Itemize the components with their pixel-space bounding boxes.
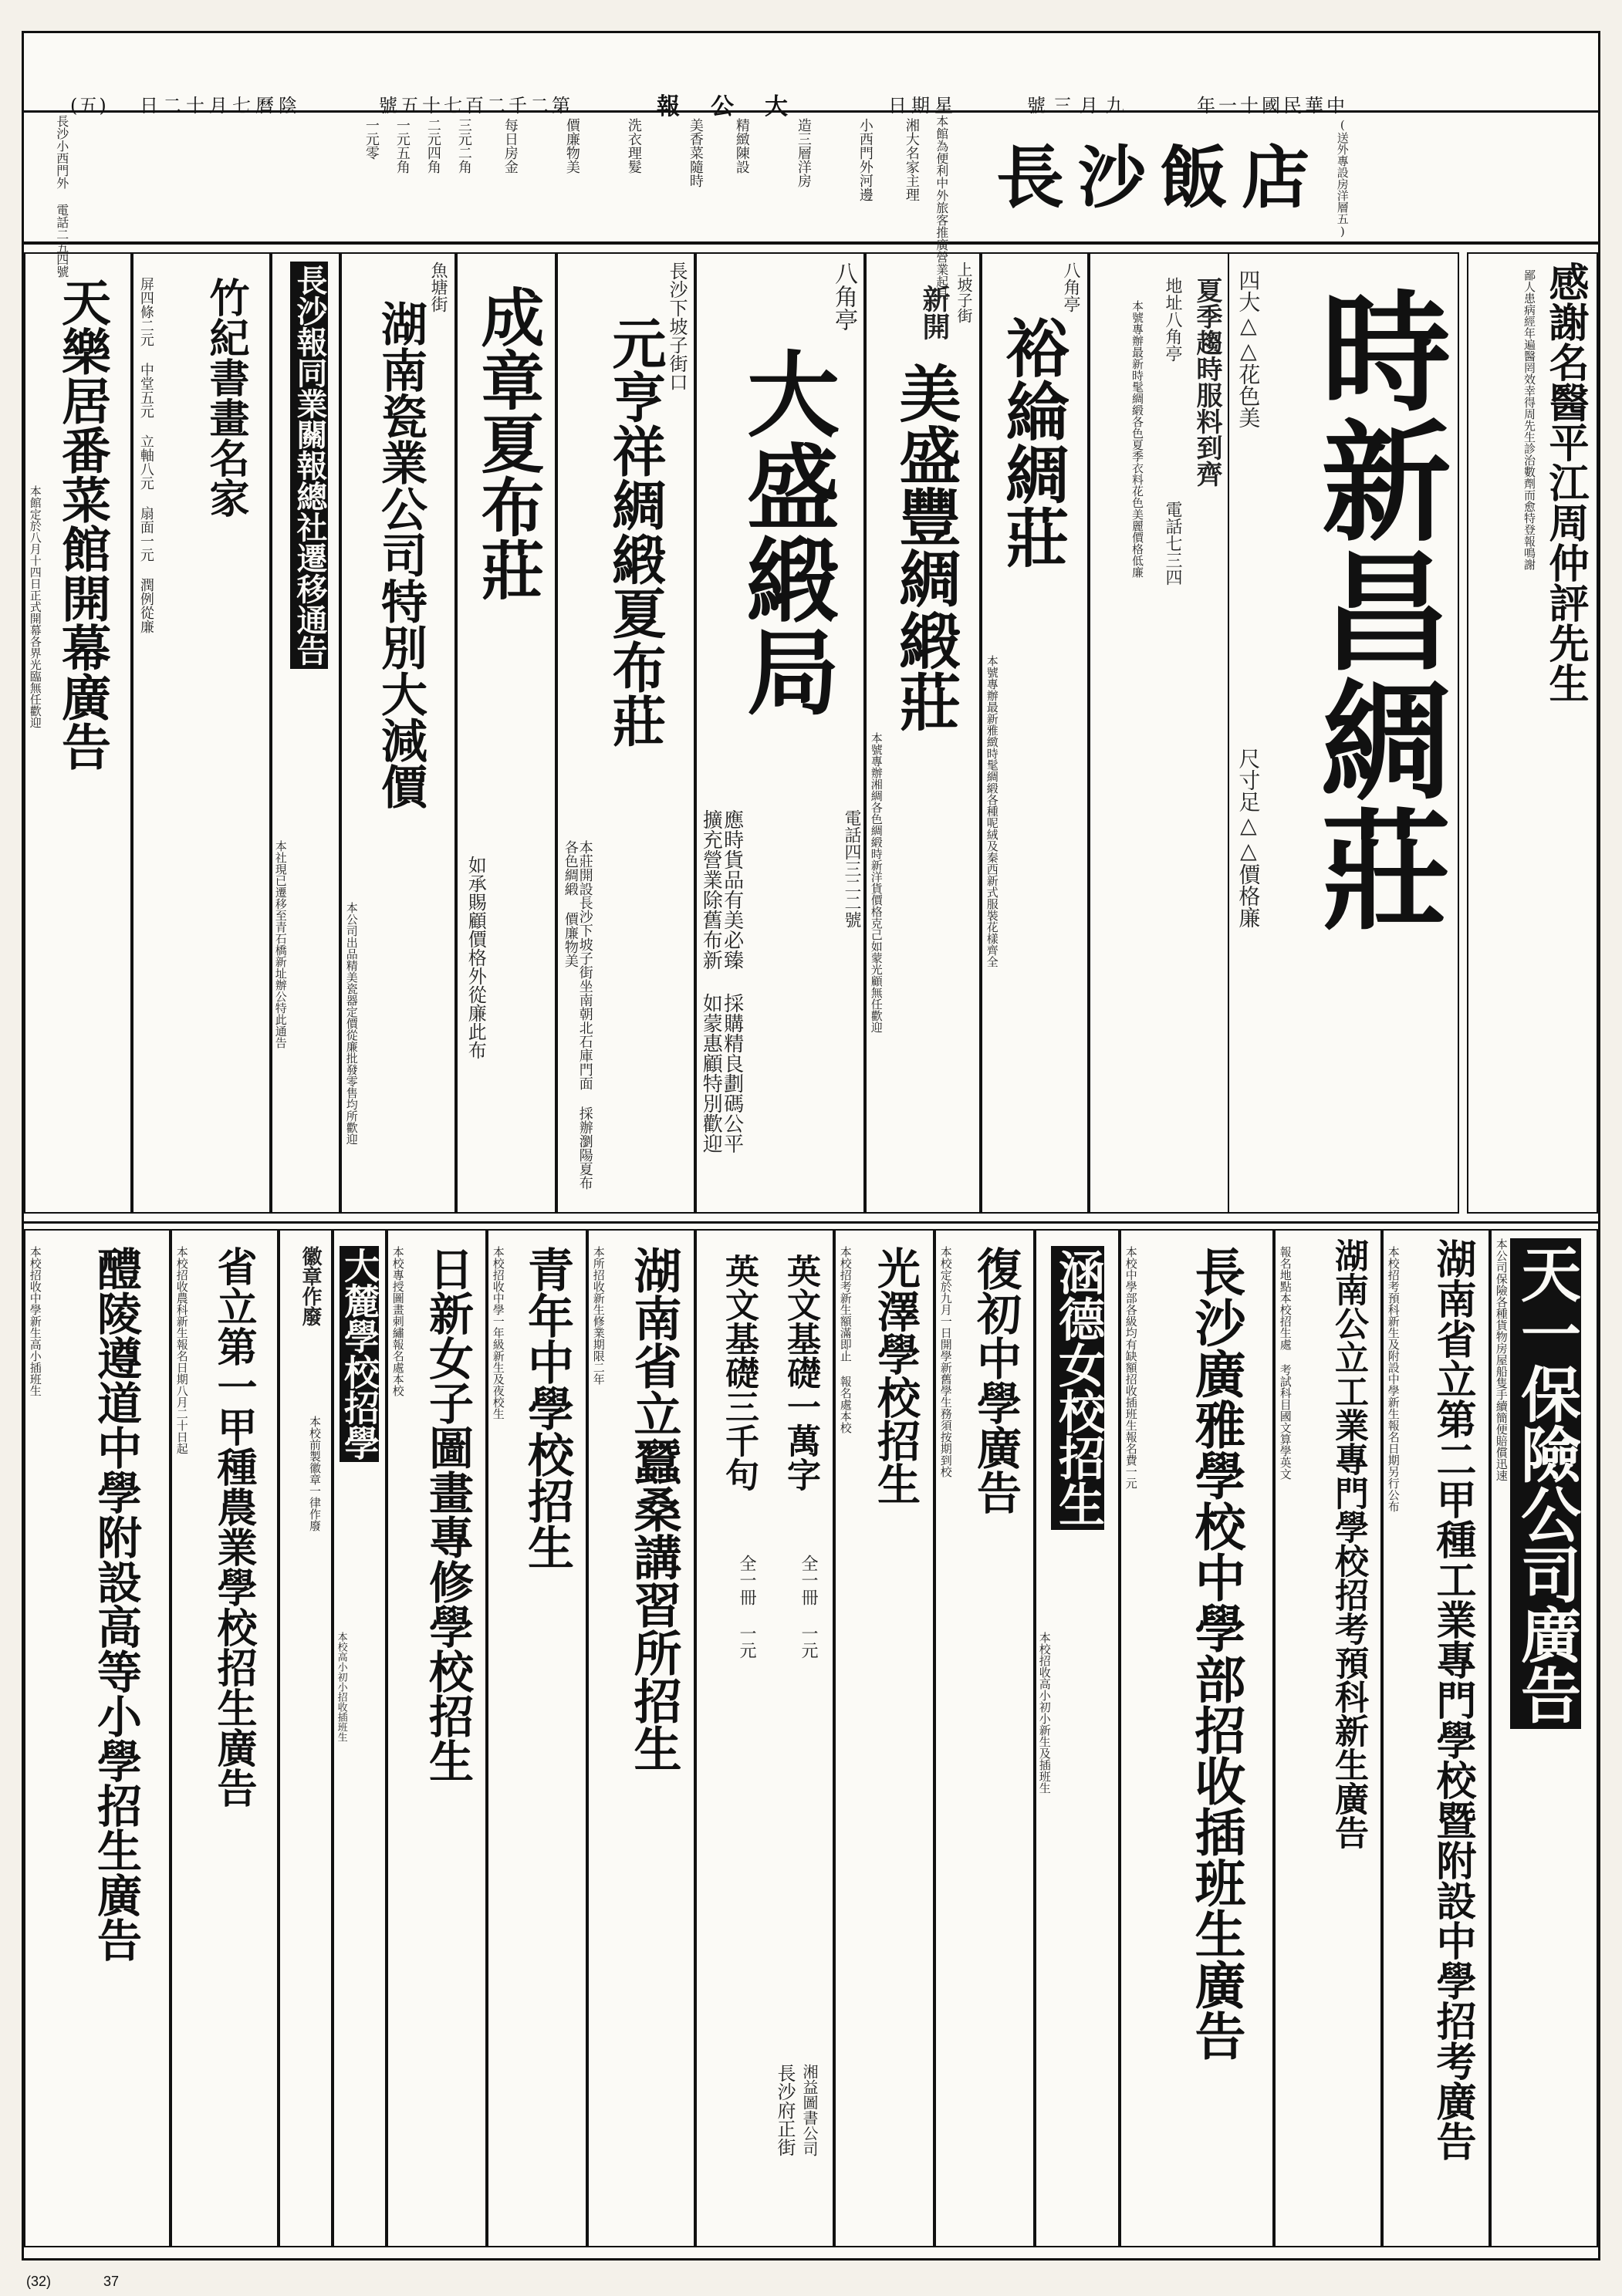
ad-calligraphy (132, 252, 271, 1214)
ad-guangya (1120, 1229, 1274, 2247)
ad-shixinchang-slogan: 夏季趨時服料到齊 (1191, 277, 1222, 487)
lunar-date: 日二十月七曆陰 (140, 95, 302, 116)
ad-yuanhengxiang-address: 長沙下坡子街口 (666, 262, 688, 391)
ad-dasheng-title: 大盛緞局 (732, 346, 840, 717)
ad-calligraphy-body: 屏四條二元 中堂五元 立軸八元 扇面一元 潤例從廉 (137, 277, 154, 633)
ad-industrial-school-2-title: 湖南公立工業專門學校招考預科新生廣告 (1329, 1238, 1368, 1849)
ad-liling (24, 1229, 171, 2247)
ad-yulun (981, 252, 1089, 1214)
ad-english-book-2: 英文基礎三千句 (719, 1254, 759, 1491)
newspaper-page (22, 31, 1600, 2261)
ad-newspaper-notice (271, 252, 340, 1214)
ad-agriculture-school (171, 1229, 279, 2247)
ad-qingnian-title: 青年中學校招生 (520, 1246, 574, 1570)
ad-shixinchang-feat-c: 尺寸足△△價格廉 (1235, 748, 1262, 928)
ad-shixinchang-side (1089, 252, 1228, 1214)
ad-shixinchang-body: 本號專辦最新時髦綢緞各色夏季衣料花色美麗價格低廉 (1130, 300, 1144, 578)
hotel-col-k: 一元五角 (394, 118, 411, 174)
ad-english-book-1-price: 全一冊 一元 (799, 1555, 818, 1659)
ad-yulun-title: 裕綸綢莊 (995, 316, 1070, 569)
ad-yuanhengxiang-title: 元亨祥綢緞夏布莊 (603, 316, 667, 748)
ad-dalu (333, 1229, 387, 2247)
hotel-col-n: 長沙小西門外 電話二五四號 (54, 115, 69, 278)
ad-rixin-title: 日新女子圖畫專修學校招生 (421, 1246, 474, 1783)
hotel-col-g: 洗衣理髮 (625, 118, 642, 174)
ad-sericulture-title: 湖南省立蠶桑講習所招生 (626, 1246, 682, 1772)
ad-qingnian (487, 1229, 587, 2247)
ad-hunan-porcelain-address: 魚塘街 (428, 262, 448, 312)
hotel-col-e: 精緻陳設 (733, 118, 750, 174)
ad-hunan-porcelain (340, 252, 456, 1214)
hotel-col-m: 每日房金 (502, 118, 519, 174)
ad-bookshop-name: 湘益圖書公司 (800, 2064, 819, 2156)
ad-hunan-porcelain-body: 本公司出品精美瓷器定價從廉批發零售均所歡迎 (344, 902, 359, 1145)
ad-tianle-body: 本館定於八月十四日正式開幕各界光臨無任歡迎 (28, 485, 42, 728)
paper-name: 報公大 (657, 93, 819, 120)
ad-industrial-school-body: 本校招考預科新生及附設中學新生報名日期另行公布 (1386, 1246, 1401, 1512)
ad-yuanhengxiang-body: 本莊開設長沙下坡子街坐南朝北石庫門面 採辦瀏陽夏布 各色綢緞 價廉物美 (562, 840, 593, 1190)
ad-guangze-body: 本校招考新生額滿即止 報名處本校 (838, 1246, 853, 1433)
ad-gratitude-title: 感謝名醫平江周仲評先生 (1542, 262, 1589, 703)
ad-industrial-school-2 (1274, 1229, 1382, 2247)
weekday: 日期星 (888, 95, 958, 116)
ad-hande-title: 涵德女校招生 (1051, 1246, 1104, 1530)
ad-meishengfeng-tag: 新開 (918, 285, 951, 340)
ad-sericulture-body: 本所招收新生修業期限二年 (591, 1246, 606, 1385)
ad-qingnian-body: 本校招收中學一年級新生及夜校生 (491, 1246, 505, 1420)
hotel-col-j: 二元四角 (424, 118, 441, 174)
ad-guangze (834, 1229, 934, 2247)
ad-gratitude-body: 鄙人患病經年遍醫罔效幸得周先生診治數劑而愈特登報鳴謝 (1522, 269, 1536, 570)
ad-tianyi-title: 天一保險公司廣告 (1510, 1238, 1581, 1729)
ad-yulun-address: 八角亭 (1061, 262, 1080, 312)
hotel-col-d: 造三層洋房 (795, 118, 812, 187)
ad-industrial-school (1382, 1229, 1490, 2247)
ad-english-book-2-price: 全一冊 一元 (737, 1555, 756, 1659)
year: 年一十國民華中 (1197, 95, 1348, 116)
ad-chengzhang-title: 成章夏布莊 (471, 285, 545, 601)
hotel-col-h: 價廉物美 (563, 118, 580, 174)
ad-dalu-title: 大麓學校招學 (339, 1248, 380, 1460)
hotel-col-l: 一元零 (363, 118, 380, 160)
section-divider (24, 1221, 1598, 1224)
issue-number: 號五十七百二千二第 (379, 95, 573, 116)
ad-meishengfeng-address: 上坡子街 (955, 262, 973, 323)
ad-english-books (695, 1229, 834, 2247)
masthead (24, 33, 1598, 120)
ad-tianyi-body: 本公司保險各種貨物房屋船隻手續簡便賠償迅速 (1494, 1238, 1509, 1481)
ad-dalu-body: 本校高小初小招收插班生 (335, 1632, 347, 1742)
ad-dasheng (695, 252, 865, 1214)
ad-dasheng-address: 八角亭 (830, 262, 857, 331)
ad-guangya-title: 長沙廣雅學校中學部招收插班生廣告 (1186, 1246, 1246, 2061)
ad-badge-void (279, 1229, 333, 2247)
ad-chengzhang (456, 252, 556, 1214)
ad-calligraphy-title: 竹紀書畫名家 (202, 277, 249, 518)
ad-english-book-1: 英文基礎一萬字 (781, 1254, 820, 1491)
ad-liling-body: 本校招收中學新生高小插班生 (28, 1246, 42, 1396)
ad-shixinchang (1228, 252, 1459, 1214)
ad-tianle-title: 天樂居番菜館開幕廣告 (53, 277, 111, 771)
ad-hande-body: 本校招收高小初小新生及插班生 (1037, 1632, 1052, 1794)
page-number: (五) (70, 95, 108, 116)
ad-gratitude (1467, 252, 1598, 1214)
ad-guangya-body: 本校中學部各級均有缺額招收插班生報名費一元 (1124, 1246, 1138, 1489)
ad-badge-void-body: 本校前製徽章一律作廢 (308, 1416, 322, 1531)
ad-bookshop-address: 長沙府正街 (774, 2064, 796, 2156)
ad-industrial-school-2-body: 報名地點本校招生處 考試科目國文算學英文 (1278, 1246, 1293, 1480)
hotel-col-a: 本館為便利中外旅客推廣營業起見 (934, 115, 949, 300)
ad-meishengfeng-body: 本號專辦湘綢各色綢緞時新洋貨價格克己如蒙光顧無任歡迎 (869, 732, 884, 1033)
ad-dasheng-phone: 電話四三二二號 (842, 809, 861, 928)
ad-hande (1035, 1229, 1120, 2247)
ad-hunan-porcelain-title: 湖南瓷業公司特別大減價 (373, 300, 427, 809)
ad-meishengfeng-title: 美盛豐綢緞莊 (889, 362, 961, 732)
ad-rixin (387, 1229, 487, 2247)
ad-newspaper-notice-title: 長沙報同業關報總社遷移通告 (290, 262, 328, 669)
ad-shixinchang-address: 地址八角亭 (1163, 277, 1182, 362)
date: 號三月九 (1027, 95, 1132, 116)
ad-shixinchang-title: 時新昌綢莊 (1300, 285, 1453, 933)
hotel-col-c: 小西門外河邊 (857, 118, 874, 201)
ad-sericulture (587, 1229, 695, 2247)
hotel-name-horizontal: 長沙飯店 (996, 137, 1324, 218)
ad-fuchu-title: 復初中學廣告 (969, 1246, 1022, 1514)
ad-agriculture-school-title: 省立第一甲種農業學校招生廣告 (210, 1246, 257, 1808)
ad-liling-title: 醴陵遵道中學附設高等小學招生廣告 (90, 1246, 142, 1962)
hotel-col-f: 美香菜隨時 (687, 118, 704, 187)
ad-chengzhang-body: 如承賜顧價格外從廉此布 (465, 856, 487, 1059)
ad-fuchu (934, 1229, 1035, 2247)
ad-yulun-body: 本號專辦最新雅緻時髦綢緞各種呢絨及秦西新式服裝花樣齊全 (985, 655, 999, 967)
ad-badge-void-title: 徽章作廢 (299, 1246, 322, 1326)
ad-agriculture-school-body: 本校招收農科新生報名日期八月二十日起 (174, 1246, 189, 1454)
ad-fuchu-body: 本校定於九月一日開學新舊學生務須按期到校 (938, 1246, 953, 1477)
ad-tianyi-insurance (1490, 1229, 1598, 2247)
ad-shixinchang-phone: 電話七三四 (1163, 501, 1182, 586)
footer-left: (32) (26, 2274, 52, 2289)
ad-dasheng-body: 應時貨品有美必臻 採購精良劃碼公平 擴充營業除舊布新 如蒙惠顧特別歡迎 (699, 809, 744, 1153)
ad-meishengfeng (865, 252, 981, 1214)
ad-shixinchang-feat-a: 四大△△花色美 (1235, 269, 1262, 428)
ad-yuanhengxiang (556, 252, 695, 1214)
hotel-col-i: 三元二角 (455, 118, 472, 174)
ad-guangze-title: 光澤學校招生 (870, 1246, 921, 1505)
ad-tianle (24, 252, 132, 1214)
ad-industrial-school-title: 湖南省立第二甲種工業專門學校暨附設中學招考廣告 (1429, 1238, 1476, 2161)
ad-rixin-body: 本校專授圖畫刺繡報名處本校 (390, 1246, 405, 1396)
ad-newspaper-notice-body: 本社現已遷移至青石橋新址辦公特此通告 (273, 840, 288, 1048)
hotel-col-b: 湘大名家主理 (903, 118, 920, 201)
footer-mid: 37 (103, 2274, 120, 2289)
hotel-subtitle: (送外專設房洋層五) (1335, 118, 1350, 238)
